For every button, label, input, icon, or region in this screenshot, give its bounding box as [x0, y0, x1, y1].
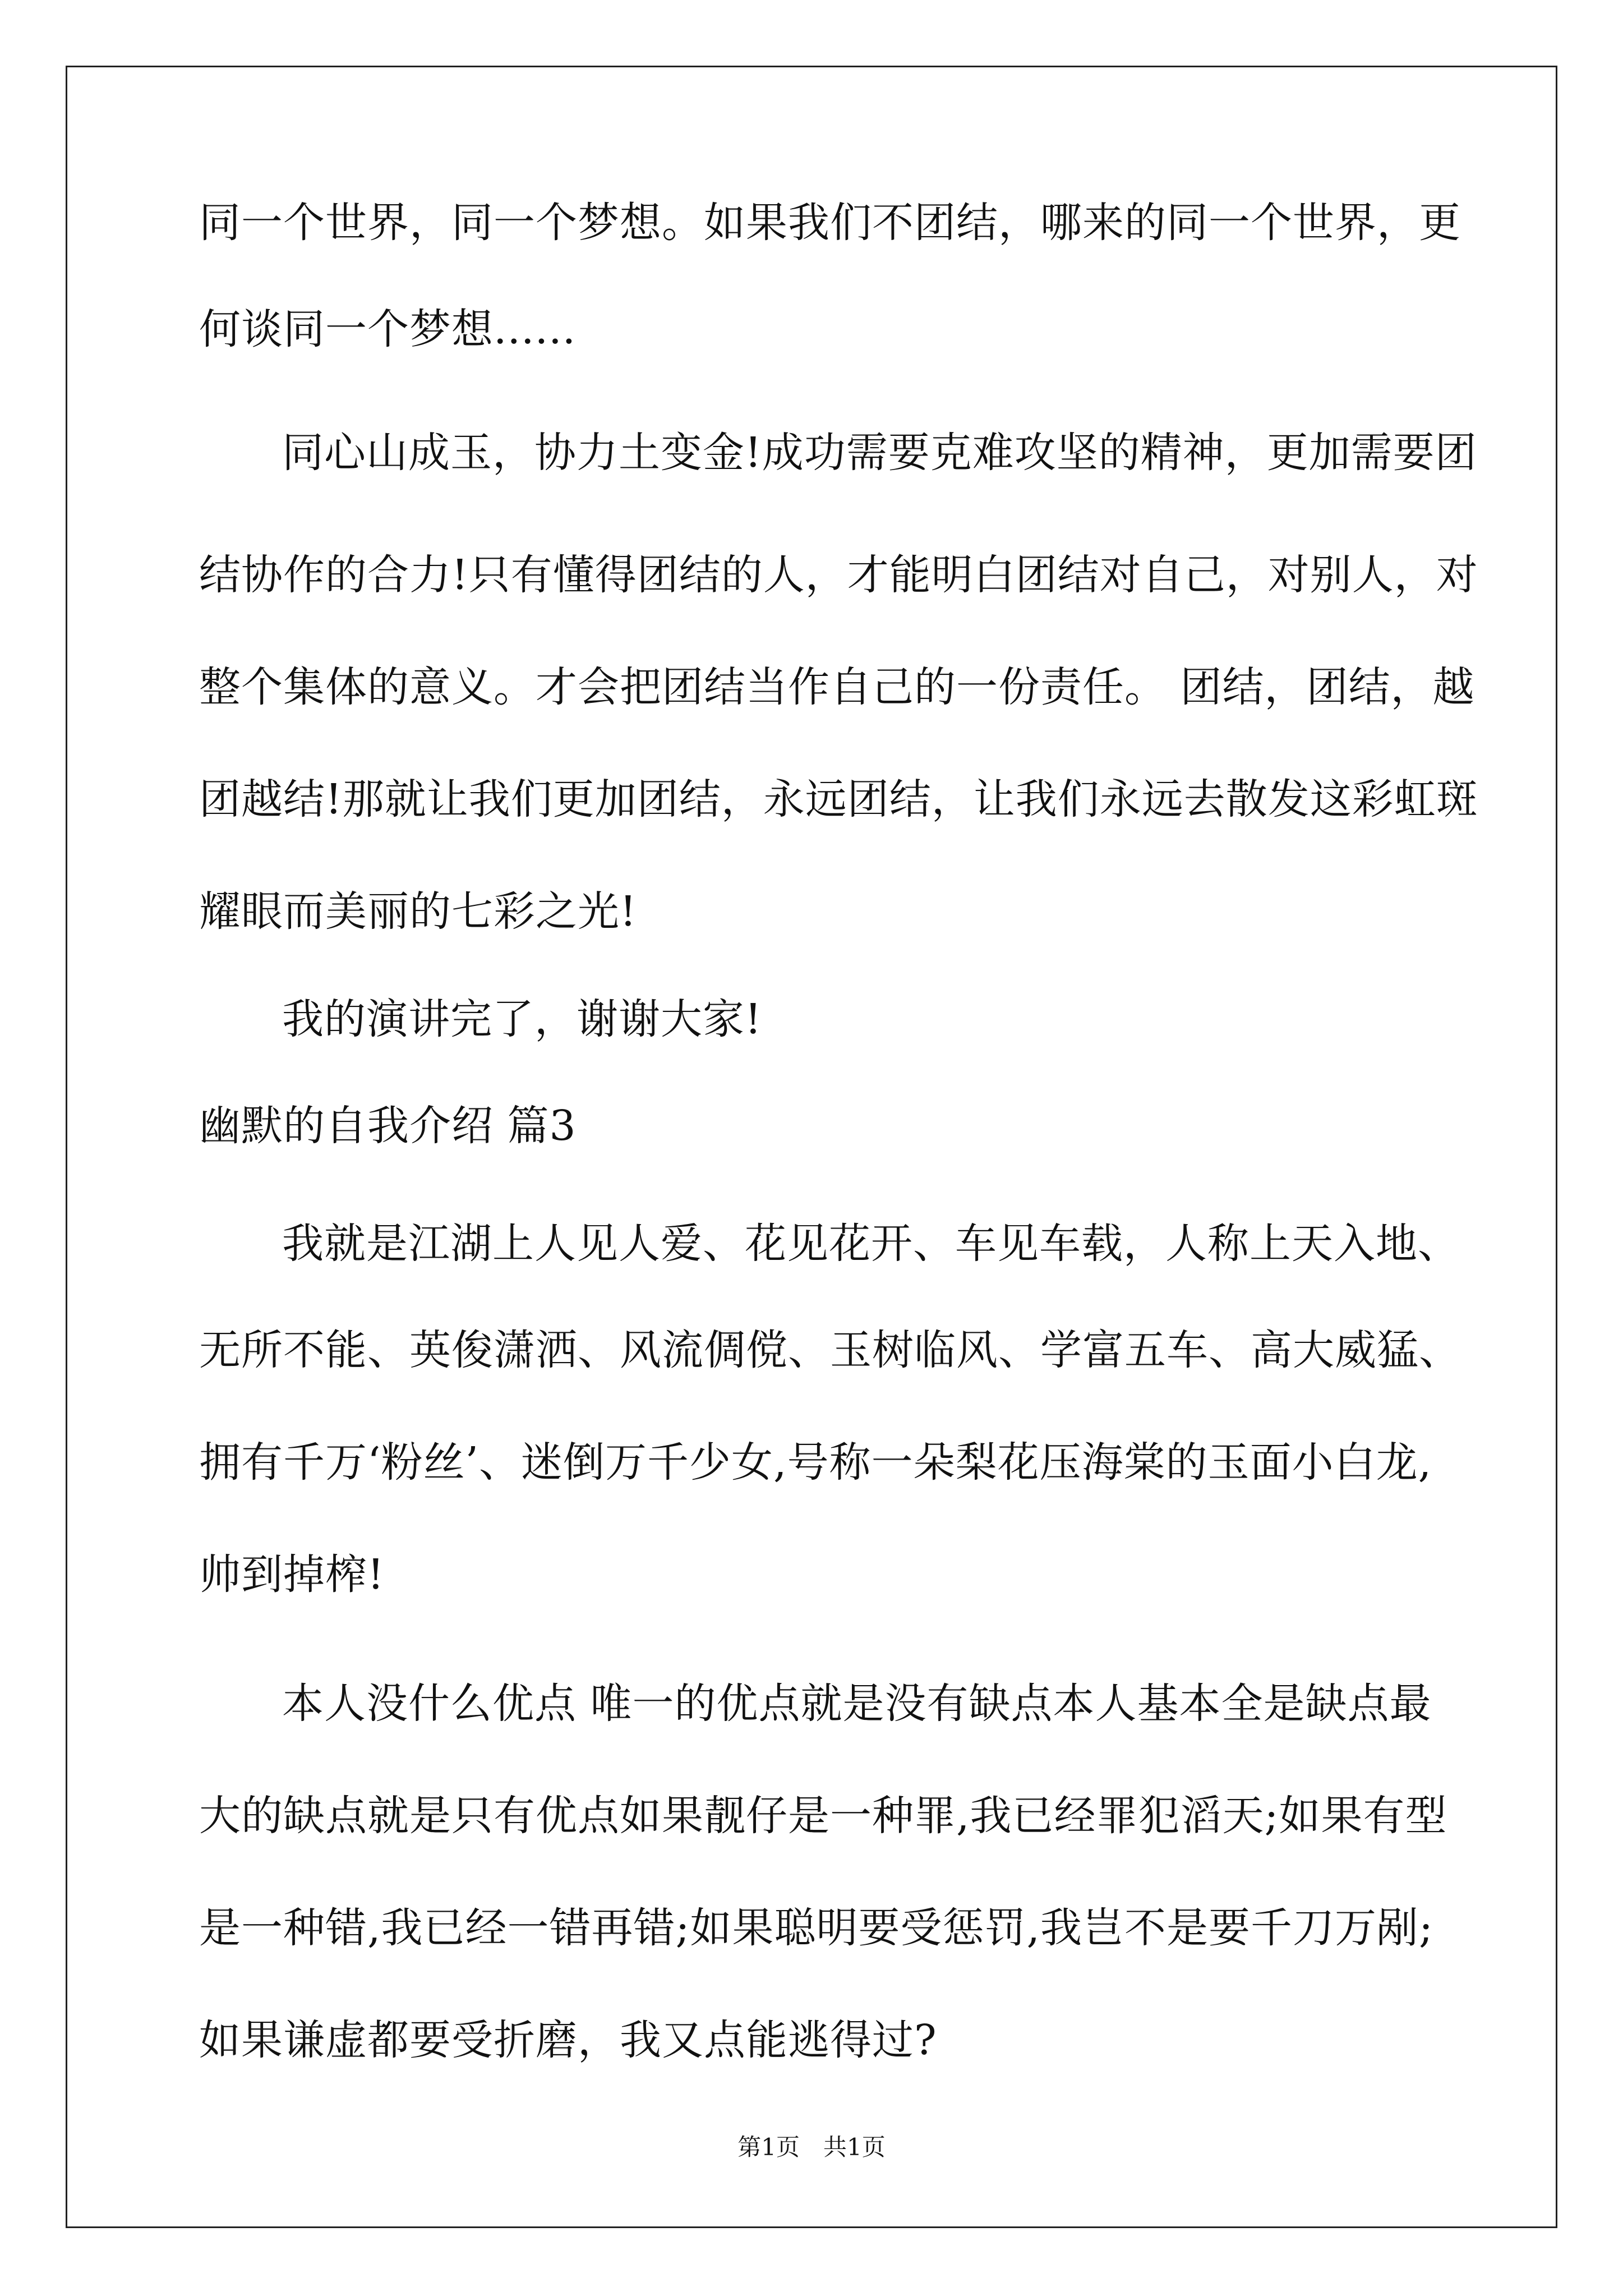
paragraph-line: 拥有千万‘粉丝’、迷倒万千少女,号称一朵梨花压海棠的玉面小白龙,: [199, 1438, 1432, 1487]
paragraph-line: 是一种错,我已经一错再错;如果聪明要受惩罚,我岂不是要千刀万剐;: [199, 1904, 1433, 1952]
paragraph-line: 结协作的合力!只有懂得团结的人，才能明白团结对自己，对别人，对: [199, 551, 1478, 599]
paragraph-line: 整个集体的意义。才会把团结当作自己的一份责任。 团结，团结，越: [199, 663, 1475, 711]
paragraph-line: 同心山成玉，协力土变金!成功需要克难攻坚的精神，更加需要团: [282, 429, 1477, 477]
paragraph-line: 耀眼而美丽的七彩之光!: [199, 887, 637, 936]
section-heading: 幽默的自我介绍 篇3: [199, 1102, 577, 1150]
paragraph-line: 我的演讲完了，谢谢大家!: [282, 995, 762, 1043]
paragraph-line: 无所不能、英俊潇洒、风流倜傥、玉树临风、学富五车、高大威猛、: [199, 1326, 1461, 1374]
paragraph-line: 团越结!那就让我们更加团结，永远团结，让我们永远去散发这彩虹斑: [199, 775, 1478, 823]
paragraph-line: 帅到掉榨!: [199, 1550, 385, 1599]
paragraph-line: 大的缺点就是只有优点如果靓仔是一种罪,我已经罪犯滔天;如果有型: [199, 1792, 1447, 1840]
paragraph-line: 同一个世界，同一个梦想。如果我们不团结，哪来的同一个世界，更: [199, 199, 1461, 247]
paragraph-line: 如果谦虚都要受折磨，我又点能逃得过?: [199, 2016, 937, 2064]
paragraph-line: 本人没什么优点 唯一的优点就是没有缺点本人基本全是缺点最: [282, 1680, 1432, 1728]
page-footer: 第1页 共1页: [737, 2133, 886, 2161]
paragraph-line: 我就是江湖上人见人爱、花见花开、车见车载，人称上天入地、: [282, 1220, 1460, 1268]
paragraph-line: 何谈同一个梦想......: [199, 305, 577, 353]
